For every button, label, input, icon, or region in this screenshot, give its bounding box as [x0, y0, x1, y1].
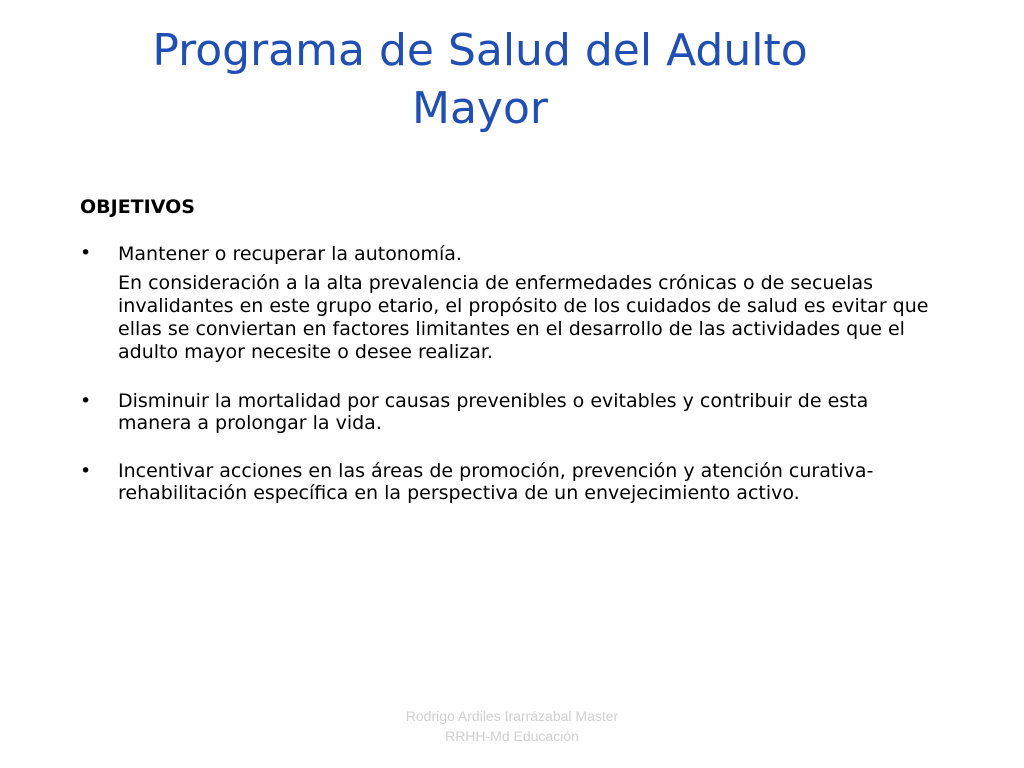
bullet-item-text: Mantener o recuperar la autonomía.	[118, 243, 462, 265]
objectives-heading: OBJETIVOS	[80, 196, 195, 218]
bullet-item-subtext: En consideración a la alta prevalencia de enfermedades crónicas o de secuelas invalidantes en este grupo etario, el propósito de los cuidados de salud es evitar que ellas se conviertan en factores limitantes en el desarrollo de las actividades que el adulto mayor necesite o desee realizar.	[118, 272, 929, 363]
slide-title	[120, 22, 840, 138]
footer-line-2: RRHH-Md Educación	[445, 728, 579, 744]
bullet-item-mortalidad	[80, 390, 930, 434]
bullet-item-text: Incentivar acciones en las áreas de promoción, prevención y atención curativa-rehabilitación específica en la perspectiva de un envejecimiento activo.	[118, 460, 874, 504]
bullet-icon: •	[80, 390, 92, 412]
footer-line-1: Rodrigo Ardiles Irarrázabal Master	[405, 708, 619, 724]
bullet-item-autonomia	[80, 242, 930, 266]
bullet-item-incentivar	[80, 460, 930, 504]
bullet-icon: •	[80, 242, 92, 264]
slide-title-line-1: Programa de Salud del Adulto	[152, 25, 808, 76]
slide-footer	[352, 706, 672, 746]
slide-body	[80, 196, 930, 504]
bullet-item-text: Disminuir la mortalidad por causas prevenibles o evitables y contribuir de esta manera a prolongar la vida.	[118, 390, 869, 434]
slide-title-line-2: Mayor	[412, 83, 548, 134]
bullet-icon: •	[80, 460, 92, 482]
